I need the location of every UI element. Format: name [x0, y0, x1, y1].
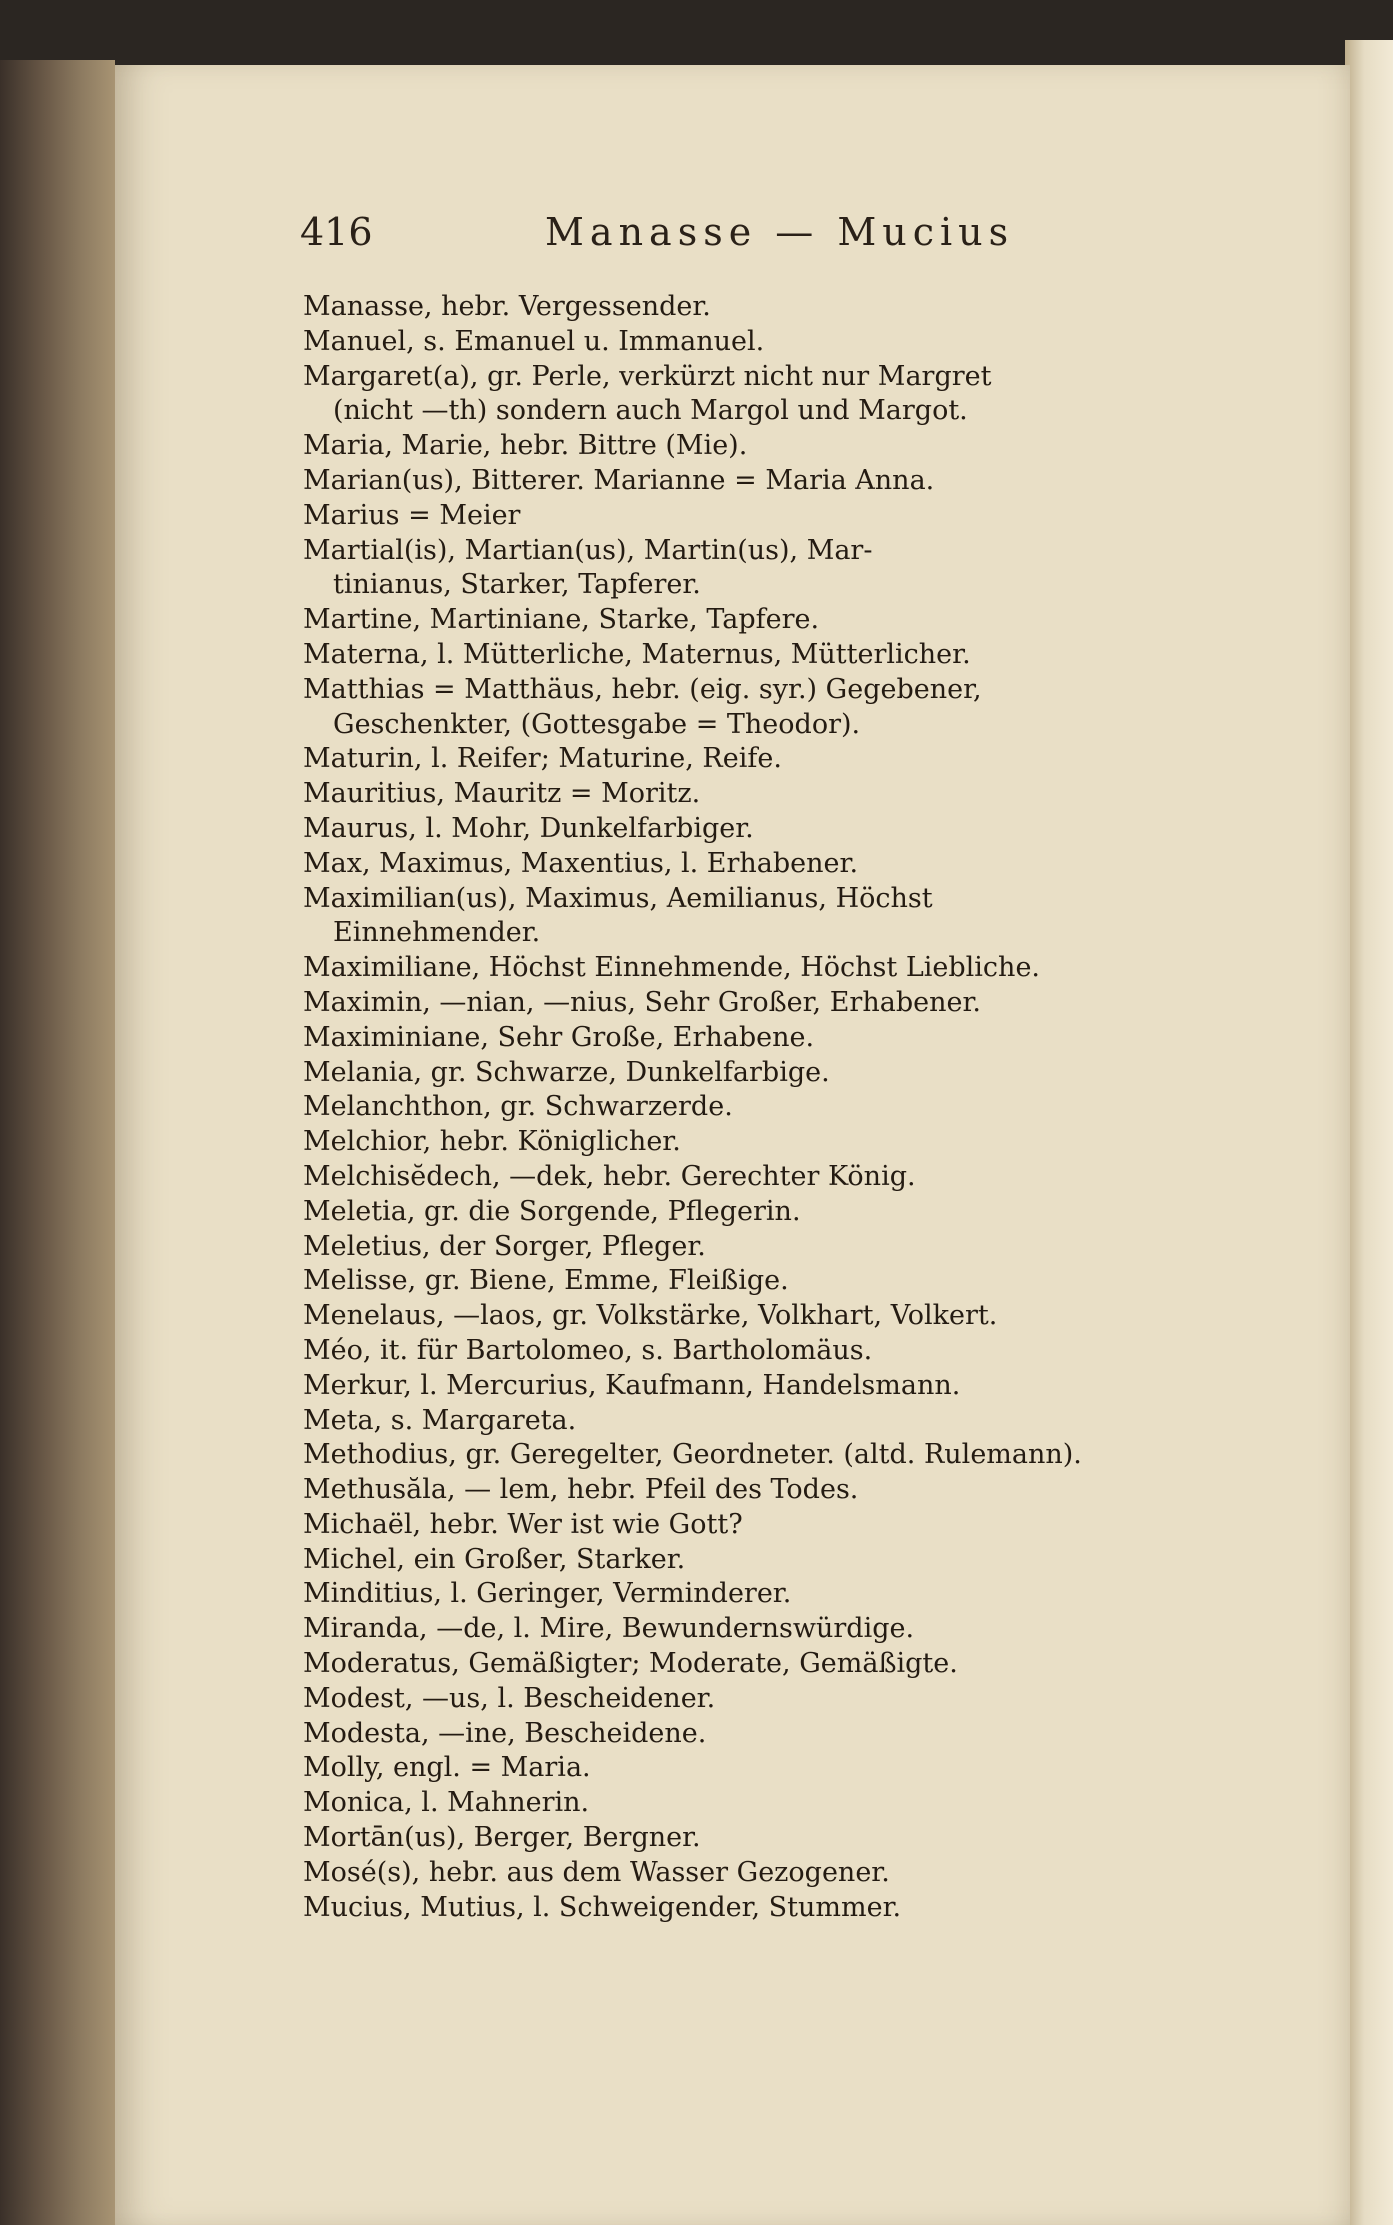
- entry-continuation-line: tinianus, Starker, Tapferer.: [333, 569, 701, 601]
- book-page-edges: [0, 60, 115, 2225]
- dictionary-entry: Merkur, l. Mercurius, Kaufmann, Handelsmann.: [303, 1369, 961, 1401]
- dictionary-entry: Martial(is), Martian(us), Martin(us), Mar-: [303, 534, 873, 566]
- dictionary-entry: Maximin, —nian, —nius, Sehr Großer, Erhabener.: [303, 986, 981, 1018]
- dictionary-entry: Michaël, hebr. Wer ist wie Gott?: [303, 1508, 743, 1540]
- dictionary-entry: Melchisĕdech, —dek, hebr. Gerechter König.: [303, 1160, 916, 1192]
- dictionary-entry: Meletius, der Sorger, Pfleger.: [303, 1230, 706, 1262]
- dictionary-entry: Martine, Martiniane, Starke, Tapfere.: [303, 604, 820, 636]
- dictionary-entry: Manuel, s. Emanuel u. Immanuel.: [303, 325, 765, 357]
- dictionary-entry: Menelaus, —laos, gr. Volkstärke, Volkhart, Volkert.: [303, 1300, 998, 1332]
- dictionary-entry: Methodius, gr. Geregelter, Geordneter. (altd. Rulemann).: [303, 1439, 1082, 1471]
- dictionary-entry: Michel, ein Großer, Starker.: [303, 1543, 686, 1575]
- page-number: 416: [300, 210, 373, 254]
- dictionary-entry: Maximiniane, Sehr Große, Erhabene.: [303, 1021, 815, 1053]
- dictionary-entry: Maturin, l. Reifer; Maturine, Reife.: [303, 743, 782, 775]
- dictionary-entry: Maurus, l. Mohr, Dunkelfarbiger.: [303, 812, 754, 844]
- dictionary-entry: Moderatus, Gemäßigter; Moderate, Gemäßigte.: [303, 1648, 958, 1680]
- dictionary-entry: Margaret(a), gr. Perle, verkürzt nicht nur Margret: [303, 360, 992, 392]
- dictionary-entry: Modesta, —ine, Bescheidene.: [303, 1717, 707, 1749]
- entry-continuation-line: Geschenkter, (Gottesgabe = Theodor).: [333, 708, 861, 740]
- dictionary-entry: Marian(us), Bitterer. Marianne = Maria Anna.: [303, 464, 935, 496]
- dictionary-entry: Melanchthon, gr. Schwarzerde.: [303, 1091, 733, 1123]
- dictionary-entry: Manasse, hebr. Vergessender.: [303, 291, 711, 322]
- dictionary-entry: Modest, —us, l. Bescheidener.: [303, 1682, 716, 1714]
- dictionary-entry: Mosé(s), hebr. aus dem Wasser Gezogener.: [303, 1856, 890, 1888]
- dictionary-entry: Melania, gr. Schwarze, Dunkelfarbige.: [303, 1056, 830, 1088]
- dictionary-entry: Methusăla, — lem, hebr. Pfeil des Todes.: [303, 1474, 859, 1506]
- running-head: Manasse — Mucius: [545, 210, 1015, 254]
- dictionary-entry: Meta, s. Margareta.: [303, 1404, 577, 1436]
- dictionary-entry: Maria, Marie, hebr. Bittre (Mie).: [303, 430, 748, 462]
- dictionary-entry: Melchior, hebr. Königlicher.: [303, 1126, 681, 1158]
- entry-continuation-line: (nicht —th) sondern auch Margol und Margot.: [333, 395, 968, 427]
- dictionary-entry: Mauritius, Mauritz = Moritz.: [303, 778, 701, 810]
- dictionary-entry: Minditius, l. Geringer, Verminderer.: [303, 1578, 792, 1610]
- name-entries-list: [303, 290, 1288, 1925]
- dictionary-entry: Maximiliane, Höchst Einnehmende, Höchst Liebliche.: [303, 952, 1041, 984]
- dictionary-entry: Marius = Meier: [303, 499, 521, 531]
- dictionary-entry: Monica, l. Mahnerin.: [303, 1787, 590, 1819]
- dictionary-entry: Miranda, —de, l. Mire, Bewundernswürdige.: [303, 1613, 915, 1645]
- dictionary-entry: Melisse, gr. Biene, Emme, Fleißige.: [303, 1265, 789, 1297]
- dictionary-entry: Materna, l. Mütterliche, Maternus, Mütterlicher.: [303, 638, 971, 670]
- dictionary-entry: Molly, engl. = Maria.: [303, 1752, 591, 1784]
- dictionary-entry: Méo, it. für Bartolomeo, s. Bartholomäus.: [303, 1334, 873, 1366]
- dictionary-entry: Mortān(us), Berger, Bergner.: [303, 1822, 701, 1854]
- page-header: [300, 210, 1060, 270]
- entry-continuation-line: Einnehmender.: [333, 917, 541, 949]
- dictionary-entry: Max, Maximus, Maxentius, l. Erhabener.: [303, 847, 859, 879]
- dictionary-entry: Maximilian(us), Maximus, Aemilianus, Höchst: [303, 882, 933, 914]
- dictionary-entry: Meletia, gr. die Sorgende, Pflegerin.: [303, 1195, 801, 1227]
- facing-page-edge: [1345, 40, 1393, 2225]
- dictionary-entry: Mucius, Mutius, l. Schweigender, Stummer.: [303, 1891, 902, 1923]
- dictionary-entry: Matthias = Matthäus, hebr. (eig. syr.) Gegebener,: [303, 673, 982, 705]
